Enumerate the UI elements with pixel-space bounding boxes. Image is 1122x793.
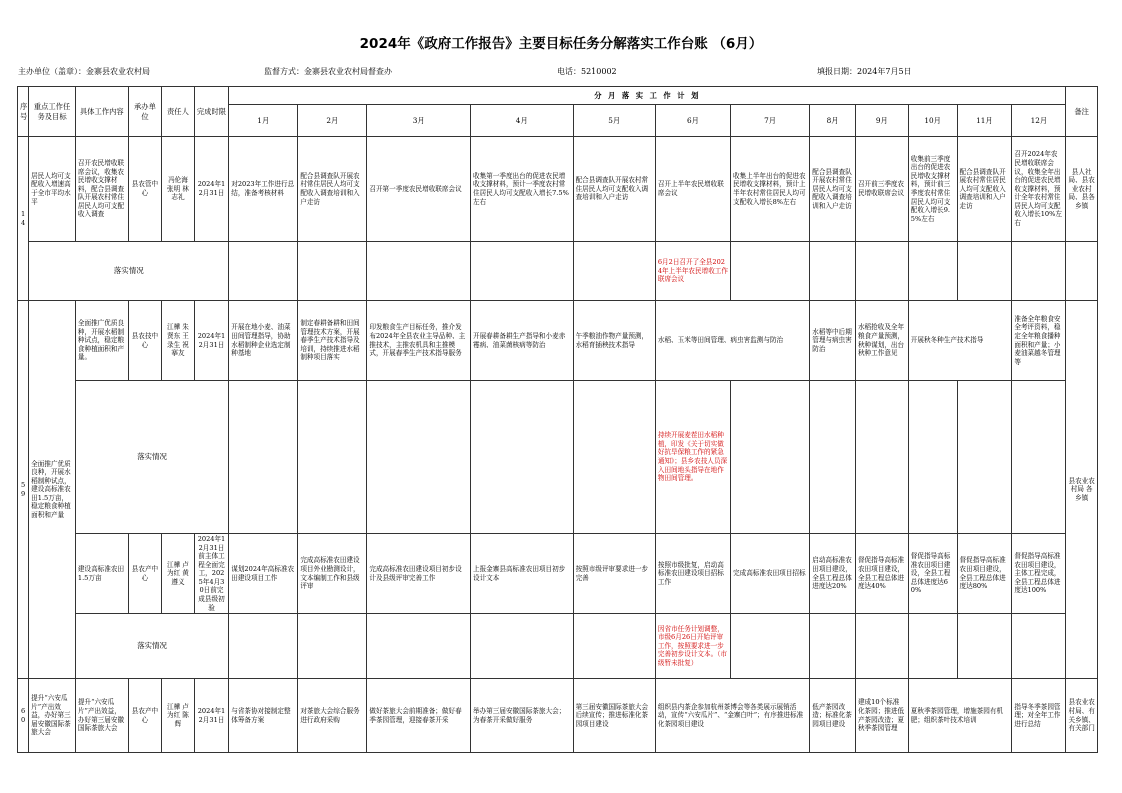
row-seq: 60 xyxy=(18,679,29,753)
row-content: 召开农民增收联席会议，收集农民增收支撑材料，配合县调查队开展农村常住居民人均可支配收入调查 xyxy=(75,137,128,242)
month-cell: 准备全年粮食安全考评资料，稳定全年粮食播种面积和产量；小麦油菜越冬管理等 xyxy=(1012,301,1066,381)
month-cell: 督促指导高标准农田项目建设，全县工程总体进度达60% xyxy=(908,534,957,614)
header-month: 4月 xyxy=(470,105,573,137)
row-content: 全面推广优质良种，开展水稻制种试点，稳定粮食种植面积和产量。 xyxy=(75,301,128,381)
month-cell: 收集前三季度出台的促进农民增收支撑材料，预计前三季度农村常住居民人均可支配收入增长9.5%左右 xyxy=(908,137,957,242)
row-goal: 提升“六安瓜片”产出效益，办好第三届安徽国际茶旅大会 xyxy=(29,679,76,753)
row-deadline: 2024年12月31日前主体工程全面完工，2025年4月30日前完成县级初验 xyxy=(194,534,229,614)
month-cell: 督促指导高标准农田项目建设，全县工程总体进度达40% xyxy=(855,534,908,614)
status-label: 落实情况 xyxy=(29,242,229,301)
table-row xyxy=(18,301,1098,381)
month-cell: 上报金寨县高标准农田项目初步设计文本 xyxy=(470,534,573,614)
host-unit: 主办单位（盖章）：金寨县农业农村局 xyxy=(18,67,150,76)
month-cell: 督促指导高标准农田项目建设，全县工程总体进度达80% xyxy=(957,534,1012,614)
fill-date: 填报日期：2024年7月5日 xyxy=(817,67,912,76)
month-cell: 启动高标准农田项目建设，全县工程总体进度达20% xyxy=(810,534,856,614)
row-deadline: 2024年12月31日 xyxy=(194,679,229,753)
header-month: 11月 xyxy=(957,105,1012,137)
table-row xyxy=(18,614,1098,679)
header-remark: 备注 xyxy=(1066,87,1098,137)
status-label: 落实情况 xyxy=(75,381,228,534)
status-text: 因省市任务计划调整，市级6月26日开始评审工作，按照要求进一步完善初步设计文本。（市级暂未批复） xyxy=(655,614,730,679)
row-goal: 居民人均可支配收入增速高于全市平均水平 xyxy=(29,137,76,242)
row-remark: 县农业农村局、有关乡镇、有关部门 xyxy=(1066,679,1098,753)
month-cell: 召开前三季度农民增收联席会议 xyxy=(855,137,908,242)
row-person: 冯伦海 张明 林志礼 xyxy=(162,137,195,242)
month-cell: 第三届安徽国际茶旅大会后续宣传；推进标准化茶园项目建设 xyxy=(573,679,655,753)
row-unit: 县农产中心 xyxy=(128,534,162,614)
header-month: 1月 xyxy=(229,105,298,137)
month-cell: 午季粮油作物产量预测，水稻育插秧技术指导 xyxy=(573,301,655,381)
month-cell: 夏秋季茶园管理，增施茶园有机肥；组织茶叶技术培训 xyxy=(908,679,1012,753)
row-deadline: 2024年12月31日 xyxy=(194,301,229,381)
header-month: 8月 xyxy=(810,105,856,137)
header-month: 10月 xyxy=(908,105,957,137)
row-unit: 县农管中心 xyxy=(128,137,162,242)
header-month: 2月 xyxy=(298,105,367,137)
month-cell: 配合县调查队开展农村常住居民人均可支配收入调查培训和入户走访 xyxy=(957,137,1012,242)
status-text: 6月2日召开了全县2024年上半年农民增收工作联席会议 xyxy=(655,242,730,301)
month-cell: 收集上半年出台的促进农民增收支撑材料，预计上半年农村常住居民人均可支配收入增长8%左右 xyxy=(731,137,810,242)
month-cell: 完成高标准农田建设项目外业勘测设计，文本编制工作和县级评审 xyxy=(298,534,367,614)
month-cell: 对茶旅大会综合服务进行政府采购 xyxy=(298,679,367,753)
header-month: 6月 xyxy=(655,105,730,137)
row-person: 江樺 卢为红 黄遵义 xyxy=(162,534,195,614)
month-cell: 召开2024年农民增收联席会议，收集全年出台的促进农民增收支撑材料，预计全年农村常住居民人均可支配收入增长10%左右 xyxy=(1012,137,1066,242)
month-cell: 组织县内茶企参加杭州茶博会等各类展示展销活动，宣传“六安瓜片”、“金寨白叶”；有序推进标准化茶园项目建设 xyxy=(655,679,809,753)
row-unit: 县农技中心 xyxy=(128,301,162,381)
month-cell: 完成高标准农田项目招标 xyxy=(731,534,810,614)
header-unit: 承办单位 xyxy=(128,87,162,137)
month-cell: 按照市级批复，启动高标准农田建设项目招标工作 xyxy=(655,534,730,614)
month-cell: 印发粮食生产目标任务，推介发布2024年全县农业主导品种、主推技术，主推农机具和主推模式，开展春季生产技术指导服务 xyxy=(367,301,471,381)
month-cell: 谋划2024年高标准农田建设项目工作 xyxy=(229,534,298,614)
task-ledger-table xyxy=(17,86,1098,753)
header-goal: 重点工作任务及目标 xyxy=(29,87,76,137)
month-cell: 制定春耕备耕和田间管理技术方案，开展春季生产技术指导及培训，持续推进水稻制种项目落实 xyxy=(298,301,367,381)
month-cell: 低产茶园改造；标准化茶园项目建设 xyxy=(810,679,856,753)
header-month: 7月 xyxy=(731,105,810,137)
row-seq: 14 xyxy=(18,137,29,301)
supervision-method: 监督方式：金寨县农业农村局督查办 xyxy=(264,67,392,76)
month-cell: 开展在地小麦、油菜田间管理指导，协助水稻制种企业选定制种基地 xyxy=(229,301,298,381)
row-content: 提升“六安瓜片”产出效益，办好第三届安徽国际茶旅大会 xyxy=(75,679,128,753)
month-cell: 水稻、玉米等田间管理、病虫害监测与防治 xyxy=(655,301,809,381)
header-month: 5月 xyxy=(573,105,655,137)
header-month: 9月 xyxy=(855,105,908,137)
month-cell: 督促指导高标准农田项目建设，主体工程完成，全县工程总体进度达100% xyxy=(1012,534,1066,614)
row-remark: 县人社局、县农业农村局、县各乡镇 xyxy=(1066,137,1098,242)
row-seq: 59 xyxy=(18,301,29,679)
month-cell: 与省茶协对接制定整体筹备方案 xyxy=(229,679,298,753)
month-cell: 收集第一季度出台的促进农民增收支撑材料，预计一季度农村常住居民人均可支配收入增长7.5%左右 xyxy=(470,137,573,242)
table-row xyxy=(18,381,1098,534)
table-row xyxy=(18,679,1098,753)
header-person: 责任人 xyxy=(162,87,195,137)
status-label: 落实情况 xyxy=(75,614,228,679)
month-cell: 做好茶旅大会前期准备；做好春季茶园管理，迎接春茶开采 xyxy=(367,679,471,753)
row-goal: 全面推广优质良种，开展水稻制种试点，建设高标准农田1.5万亩，稳定粮食种植面积和产量 xyxy=(29,301,76,679)
header-month: 12月 xyxy=(1012,105,1066,137)
row-unit: 县农产中心 xyxy=(128,679,162,753)
month-cell: 对2023年工作进行总结，准备考核材料 xyxy=(229,137,298,242)
row-content: 建设高标准农田1.5万亩 xyxy=(75,534,128,614)
table-row xyxy=(18,242,1098,301)
header-monthly-plan: 分 月 落 实 工 作 计 划 xyxy=(229,87,1066,105)
month-cell: 召开第一季度农民增收联席会议 xyxy=(367,137,471,242)
page-title: 2024年《政府工作报告》主要目标任务分解落实工作台账 （6月） xyxy=(359,36,763,52)
header-content: 具体工作内容 xyxy=(75,87,128,137)
month-cell: 配合县调查队开展农村常住居民人均可支配收入调查培训和入户走访 xyxy=(810,137,856,242)
month-cell: 水稻等中后期管理与病虫害防治 xyxy=(810,301,856,381)
row-person: 江樺 朱贤东 王录生 祝搴友 xyxy=(162,301,195,381)
month-cell: 建成10个标准化茶园；推进低产茶园改造；夏秋季茶园管理 xyxy=(855,679,908,753)
table-row xyxy=(18,137,1098,242)
month-cell: 完成高标准农田建设项目初步设计及县级评审完善工作 xyxy=(367,534,471,614)
month-cell: 指导冬季茶园管理；对全年工作进行总结 xyxy=(1012,679,1066,753)
month-cell: 水稻抢收及全年粮食产量预测，秋种谋划，出台秋种工作意见 xyxy=(855,301,908,381)
header-deadline: 完成时限 xyxy=(194,87,229,137)
month-cell: 按照市级评审要求进一步完善 xyxy=(573,534,655,614)
row-remark: 县农业农村局 各乡镇 xyxy=(1066,301,1098,679)
month-cell: 开展秋冬种生产技术指导 xyxy=(908,301,1012,381)
month-cell: 配合县调查队开展农村常住居民人均可支配收入调查培训和入户走访 xyxy=(298,137,367,242)
row-deadline: 2024年12月31日 xyxy=(194,137,229,242)
month-cell: 举办第三届安徽国际茶旅大会；为春茶开采做好服务 xyxy=(470,679,573,753)
header-seq: 序号 xyxy=(18,87,29,137)
month-cell: 配合县调查队开展农村常住居民人均可支配收入调查培训和入户走访 xyxy=(573,137,655,242)
month-cell: 开展春耕备耕生产指导和小麦赤霉病、油菜菌核病等防治 xyxy=(470,301,573,381)
row-person: 江樺 卢为红 陈辉 xyxy=(162,679,195,753)
status-text: 持续开展麦茬田水稻种植，印发《关于切实做好抗旱保粮工作的紧急通知》；县乡农技人员深入田间地头指导在地作物田间管理。 xyxy=(655,381,730,534)
header-month: 3月 xyxy=(367,105,471,137)
table-row xyxy=(18,534,1098,614)
phone: 电话：5210002 xyxy=(557,67,617,76)
month-cell: 召开上半年农民增收联席会议 xyxy=(655,137,730,242)
